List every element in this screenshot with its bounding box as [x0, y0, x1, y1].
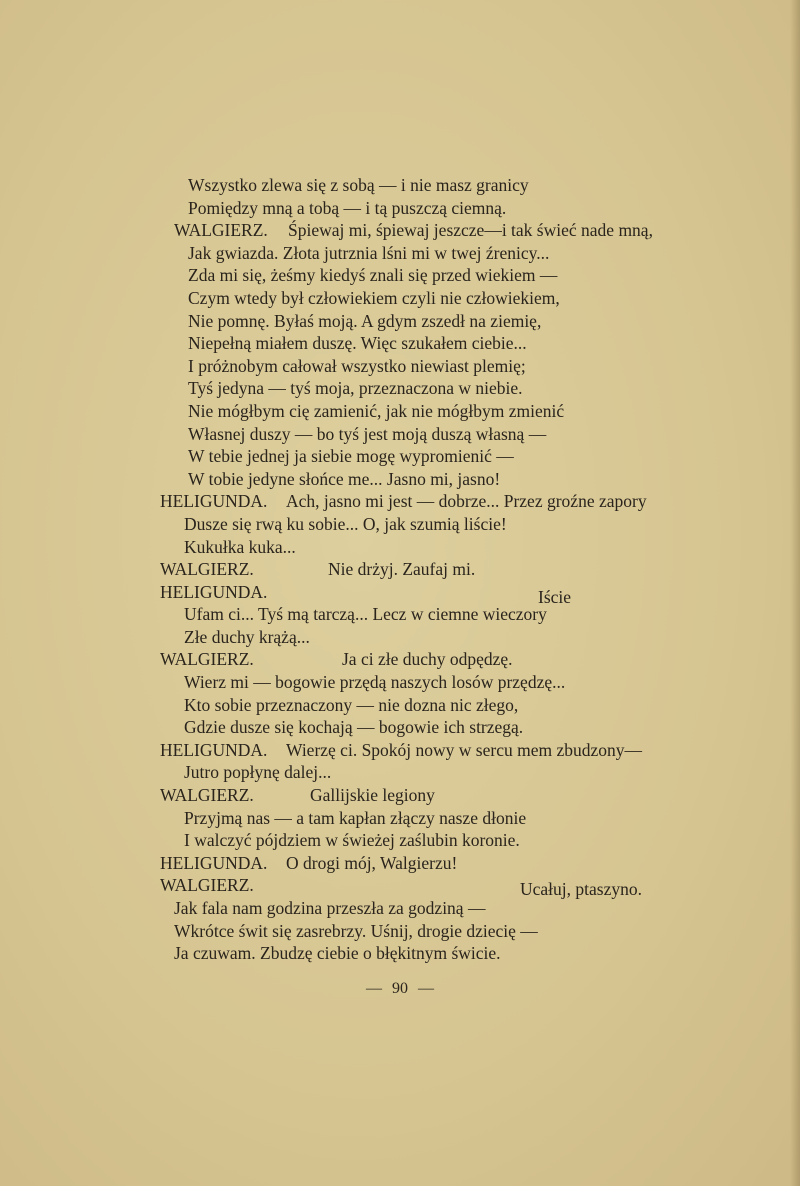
verse-line: Niepełną miałem duszę. Więc szukałem ciebie...: [188, 333, 527, 354]
speech-line: HELIGUNDA. Ach, jasno mi jest — dobrze... Przez groźne zapory: [160, 491, 647, 512]
speech-line: WALGIERZ. Śpiewaj mi, śpiewaj jeszcze—i tak świeć nade mną,: [174, 220, 653, 241]
page-number: 90: [392, 980, 408, 997]
speaker-label: HELIGUNDA.: [160, 491, 268, 512]
speech-line: WALGIERZ. Ucałuj, ptaszyno.: [160, 875, 642, 900]
verse-line: Własnej duszy — bo tyś jest moją duszą własną —: [188, 423, 547, 444]
page-number-footer: — 90 —: [366, 980, 434, 997]
speaker-label: HELIGUNDA.: [160, 581, 268, 602]
verse-line: Tyś jedyna — tyś moja, przeznaczona w niebie.: [188, 378, 523, 399]
verse-block: [160, 174, 720, 965]
page-edge-shadow: [790, 0, 800, 1186]
speaker-label: WALGIERZ.: [160, 649, 254, 670]
speaker-label: WALGIERZ.: [160, 875, 254, 896]
verse-line: Jutro popłynę dalej...: [184, 762, 332, 783]
verse-line: Nie mógłbym cię zamienić, jak nie mógłbym zmienić: [188, 400, 565, 421]
verse-line: Kto sobie przeznaczony — nie dozna nic złego,: [184, 694, 519, 715]
verse-line: Kukułka kuka...: [184, 536, 296, 557]
speaker-label: HELIGUNDA.: [160, 739, 268, 760]
speaker-label: WALGIERZ.: [160, 785, 254, 806]
verse-line: Gdzie dusze się kochają — bogowie ich strzegą.: [184, 717, 524, 738]
speech-line: WALGIERZ. Ja ci złe duchy odpędzę.: [160, 649, 513, 670]
speech-line: HELIGUNDA. Wierzę ci. Spokój nowy w sercu mem zbudzony—: [160, 739, 643, 760]
verse-line: Dusze się rwą ku sobie... O, jak szumią liście!: [184, 513, 507, 534]
verse-line: Czym wtedy był człowiekiem czyli nie człowiekiem,: [188, 287, 560, 308]
speech-line: HELIGUNDA. O drogi mój, Walgierzu!: [160, 852, 458, 873]
verse-line: Zda mi się, żeśmy kiedyś znali się przed wiekiem —: [188, 265, 558, 286]
speaker-label: WALGIERZ.: [174, 220, 268, 241]
verse-line: Jak gwiazda. Złota jutrznia lśni mi w twej źrenicy...: [188, 242, 550, 263]
verse-line: Wszystko zlewa się z sobą — i nie masz granicy: [188, 175, 529, 195]
verse-line: Nie pomnę. Byłaś moją. A gdym zszedł na ziemię,: [188, 310, 542, 331]
verse-line: Wkrótce świt się zasrebrzy. Uśnij, drogie dziecię —: [174, 920, 538, 941]
verse-line: Wierz mi — bogowie przędą naszych losów przędzę...: [184, 672, 566, 693]
verse-line: Złe duchy krążą...: [184, 626, 310, 647]
verse-line: Przyjmą nas — a tam kapłan złączy nasze dłonie: [184, 807, 527, 828]
speaker-label: HELIGUNDA.: [160, 852, 268, 873]
verse-line: I walczyć pójdziem w świeżej zaślubin koronie.: [184, 830, 520, 851]
verse-line: Ja czuwam. Zbudzę ciebie o błękitnym świcie.: [174, 943, 501, 964]
verse-line: Jak fala nam godzina przeszła za godziną —: [174, 898, 486, 918]
speech-line: WALGIERZ. Gallijskie legiony: [160, 785, 435, 806]
speech-line: HELIGUNDA. Iście: [160, 581, 572, 607]
verse-line: Ufam ci... Tyś mą tarczą... Lecz w ciemne wieczory: [184, 604, 547, 625]
verse-line: Pomiędzy mną a tobą — i tą puszczą ciemną.: [188, 197, 507, 218]
speaker-label: WALGIERZ.: [160, 559, 254, 580]
speech-line: WALGIERZ. Nie drżyj. Zaufaj mi.: [160, 559, 476, 580]
verse-line: W tebie jednej ja siebie mogę wypromienić —: [188, 446, 514, 467]
verse-line: I próżnobym całował wszystko niewiast plemię;: [188, 355, 526, 376]
verse-line: W tobie jedyne słońce me... Jasno mi, jasno!: [188, 468, 501, 489]
